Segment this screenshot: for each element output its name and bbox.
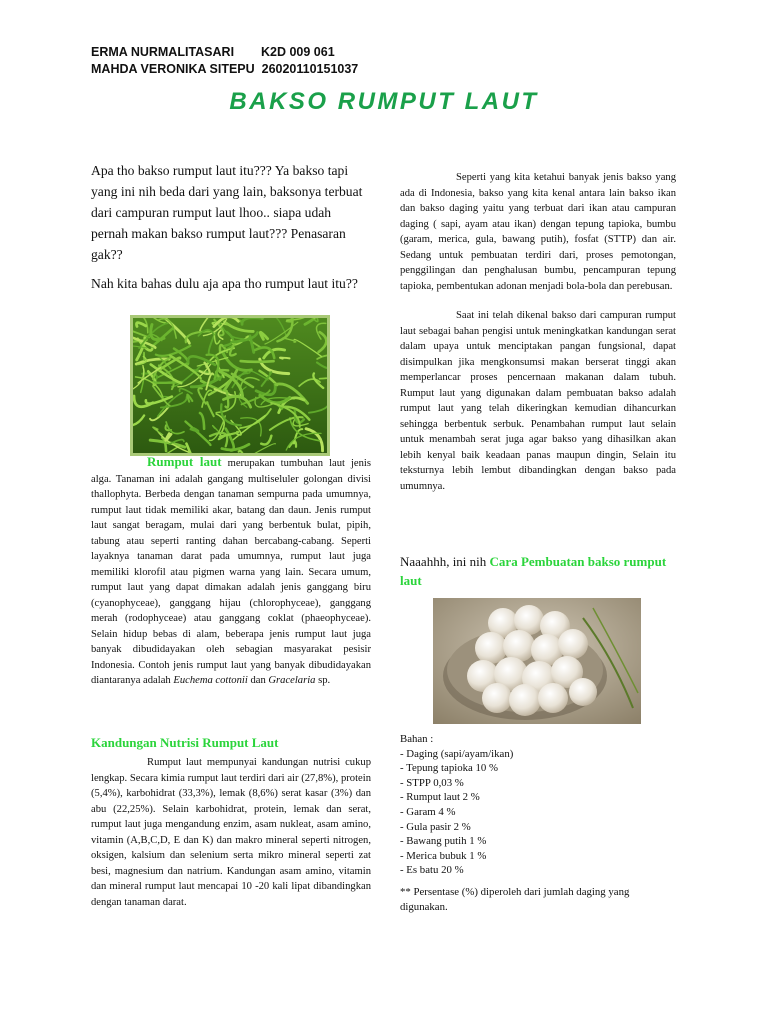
rumput-laut-paragraph bbox=[91, 454, 371, 689]
author-id: K2D 009 061 bbox=[261, 45, 335, 59]
rumput-laut-text: merupakan tumbuhan laut jenis alga. Tanaman ini adalah gangang multiseluler golongan divisi thallophyta. Berbeda dengan tanaman sempurna pada umumnya, rumput laut tidak memiliki akar, batang dan daun. Jenis rumput laut sangat beragam, mulai dari yang berbentuk bulat, pipih, tabung atau seperti ranting dahan bercabang-cabang. Seperti layaknya tanaman darat pada umumnya, rumput laut juga memiliki klorofil atau pigmen warna yang lain. Secara umum, rumput laut yang dapat dimakan adalah jenis ganggang biru (cyanophyceae), ganggang hijau (chlorophyceae), ganggang merah (rodophyceae) atau ganggang coklat (phaeophyceae). Selain hidup bebas di alam, beberapa jenis rumput laut juga banyak dibudidayakan oleh sebagian masyarakat pesisir Indonesia. Contoh jenis rumput laut yang banyak dibudidayakan diantaranya adalah bbox=[91, 458, 371, 686]
bahan-item: - Tepung tapioka 10 % bbox=[400, 762, 498, 775]
right-column bbox=[400, 170, 676, 494]
author-name: MAHDA VERONIKA SITEPU bbox=[91, 62, 255, 76]
nutrisi-paragraph: Rumput laut mempunyai kandungan nutrisi cukup lengkap. Secara kimia rumput laut terdiri dari air (27,8%), protein (5,4%), karbohidrat (33,3%), lemak (8,6%) serat kasar (3%) dan abu (22,25%). Selain karbohidrat, protein, lemak dan serat, rumput laut juga mengandung enzim, asam nukleat, asam amino, vitamin (A,B,C,D, E dan K) dan makro mineral seperti nitrogen, oksigen, kalsium dan selenium serta mikro mineral seperti zat besi, magnesium dan natrium. Kandungan asam amino, vitamin dan mineral rumput laut mencapai 10 -20 kali lipat dibandingkan dengan tanaman darat. bbox=[91, 757, 371, 908]
author-name: ERMA NURMALITASARI bbox=[91, 45, 235, 59]
bakso-image bbox=[433, 598, 641, 724]
page-title: BAKSO RUMPUT LAUT bbox=[229, 88, 539, 115]
bahan-item: - Garam 4 % bbox=[400, 805, 456, 818]
species-euchema: Euchema cottonii bbox=[173, 675, 248, 686]
nutrisi-heading: Kandungan Nutrisi Rumput Laut bbox=[91, 735, 279, 750]
persentase-note: ** Persentase (%) diperoleh dari jumlah daging yang digunakan. bbox=[400, 886, 630, 913]
bakso-intro-paragraph: Seperti yang kita ketahui banyak jenis bakso yang ada di Indonesia, bakso yang kita kenal antara lain bakso ikan dan bakso daging yaitu yang terbuat dari ikan atau campuran daging ( sapi, ayam atau ikan) dengan tepung tapioka, bumbu (garam, merica, gula, bawang putih), fosfat (STTP) dan air. Sedang untuk pembuatan terdiri dari, proses pemotongan, penggilingan dan penghalusan bumbu, pencampuran tepung tapioka, pembentukan adonan menjadi bola-bola dan perebusan. bbox=[400, 172, 676, 292]
author-id: 26020110151037 bbox=[261, 62, 359, 76]
left-column bbox=[91, 160, 371, 302]
rumput-laut-term: Rumput laut bbox=[147, 454, 222, 469]
nutrisi-section bbox=[91, 735, 371, 910]
cara-prefix: Naaahhh, ini nih bbox=[400, 554, 490, 569]
species-conjunction: dan bbox=[247, 675, 269, 686]
seaweed-image bbox=[130, 315, 330, 456]
intro-paragraph: Apa tho bakso rumput laut itu??? Ya bakso tapi yang ini nih beda dari yang lain, baksonya terbuat dari campuran rumput laut lhoo.. siapa udah pernah makan bakso rumput laut??? Penasaran gak?? bbox=[91, 163, 363, 262]
intro-question: Nah kita bahas dulu aja apa tho rumput laut itu?? bbox=[91, 276, 358, 291]
bahan-label: Bahan : bbox=[400, 733, 434, 745]
cara-pembuatan-section bbox=[400, 552, 676, 590]
bahan-list bbox=[400, 747, 676, 878]
bakso-rumput-paragraph: Saat ini telah dikenal bakso dari campuran rumput laut sebagai bahan pengisi untuk meningkatkan kandungan serat dalam upaya untuk menciptakan pangan fungsional, dapat disimpulkan jika mengkonsumsi makan berserat tinggi akan memperlancar proses pencernaan makanan dalam tubuh. Rumput laut yang digunakan dalam pembuatan bakso adalah rumput laut yang telah dikeringkan kemudian dihancurkan sehingga berbentuk serbuk. Penambahan rumput laut selain untuk menambah serat juga agar bakso yang dihasilkan akan lebih kenyal baik keadaan panas maupun dingin, Selain itu teksturnya lebih lembut dibandingkan dengan bakso pada umumnya. bbox=[400, 310, 676, 492]
bahan-item: - Gula pasir 2 % bbox=[400, 820, 471, 833]
bahan-item: - Rumput laut 2 % bbox=[400, 791, 480, 804]
bahan-item: - Daging (sapi/ayam/ikan) bbox=[400, 747, 514, 760]
bahan-section bbox=[400, 732, 676, 878]
author-row-2 bbox=[91, 61, 358, 78]
bahan-item: - Es batu 20 % bbox=[400, 864, 464, 877]
species-gracelaria: Gracelaria bbox=[268, 675, 316, 686]
cara-highlight: Cara Pembuatan bakso rumput laut bbox=[400, 554, 667, 588]
bahan-item: - STPP 0,03 % bbox=[400, 776, 464, 789]
species-tail: sp. bbox=[315, 675, 331, 686]
cara-heading bbox=[400, 552, 676, 590]
rumput-laut-section bbox=[91, 454, 371, 689]
bahan-item: - Merica bubuk 1 % bbox=[400, 849, 487, 862]
author-row-1 bbox=[91, 44, 358, 61]
author-block bbox=[91, 44, 358, 78]
bahan-item: - Bawang putih 1 % bbox=[400, 835, 487, 848]
